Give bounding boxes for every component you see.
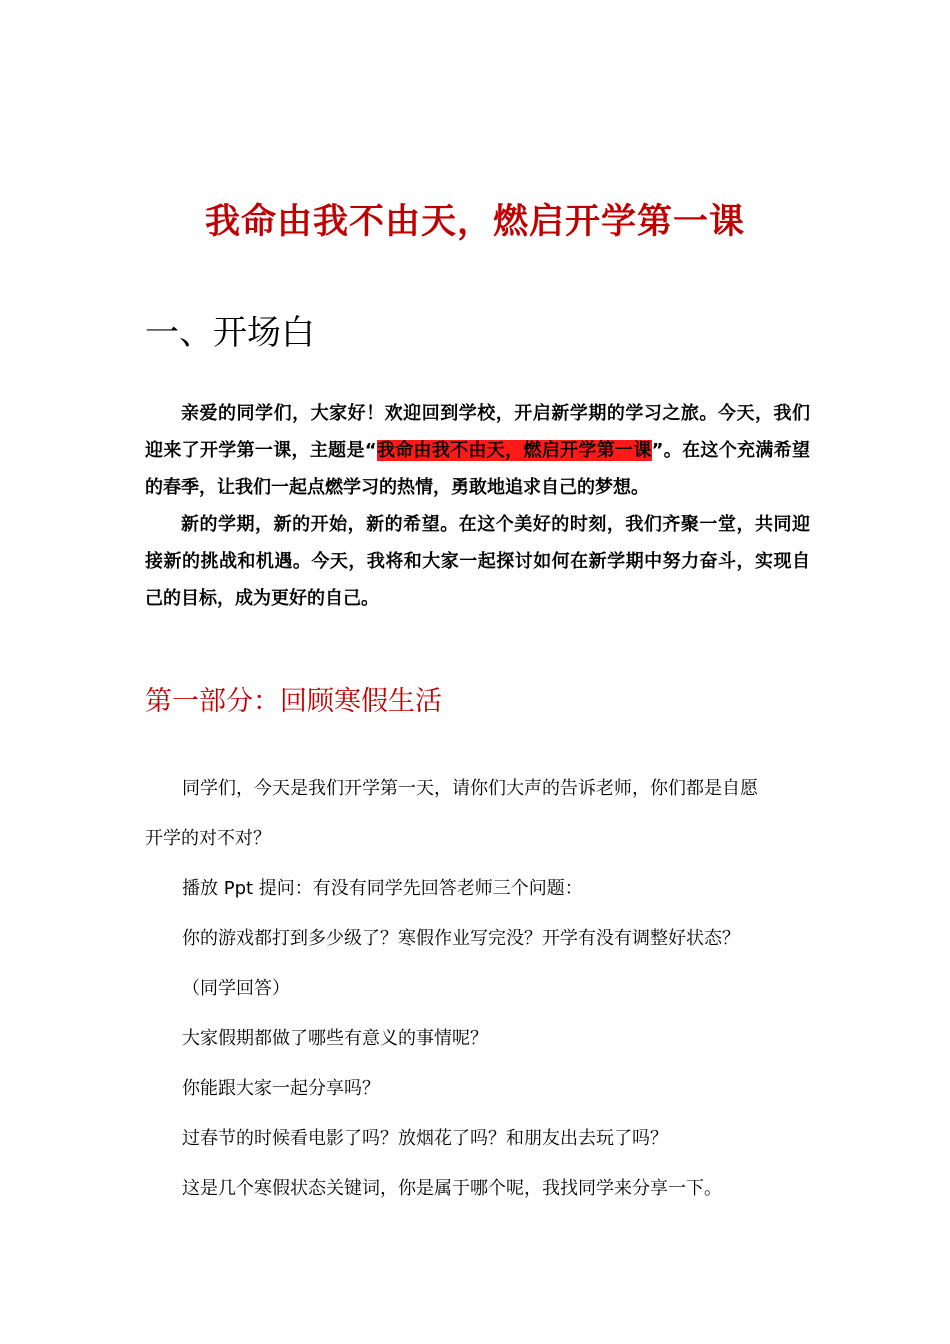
body-line: 播放 Ppt 提问：有没有同学先回答老师三个问题： [182,878,583,899]
part-heading-winter-break: 第一部分：回顾寒假生活 [145,686,442,717]
body-line: 你的游戏都打到多少级了？寒假作业写完没？开学有没有调整好状态？ [182,928,740,949]
opening-paragraph-2: 新的学期，新的开始，新的希望。在这个美好的时刻，我们齐聚一堂，共同迎接新的挑战和机遇。今天，我将和大家一起探讨如何在新学期中努力奋斗，实现自己的目标，成为更好的自己。 [145,514,810,609]
body-line: （同学回答） [182,978,290,999]
body-line: 你能跟大家一起分享吗？ [182,1078,380,1099]
body-line: 开学的对不对？ [145,828,271,849]
document-title: 我命由我不由天，燃启开学第一课 [204,202,745,242]
section-heading-opening: 一、开场白 [145,313,315,353]
body-line: 过春节的时候看电影了吗？放烟花了吗？和朋友出去玩了吗？ [182,1128,668,1149]
body-line: 这是几个寒假状态关键词，你是属于哪个呢，我找同学来分享一下。 [182,1178,722,1199]
part-one-body [145,770,815,1208]
body-line: 同学们，今天是我们开学第一天，请你们大声的告诉老师，你们都是自愿 [182,778,758,799]
body-line: 大家假期都做了哪些有意义的事情呢？ [182,1028,488,1049]
opening-paragraphs [145,395,810,617]
paragraph-text: ”。在这个充满希望的春季，让我们一起点燃学习的热情，勇敢地追求自己的梦想。 [145,440,810,498]
paragraph-text: 亲爱的同学们，大家好！欢迎回到学校，开启新学期的学习之旅。今天，我们迎来了开学第一课，主题是“ [145,403,810,461]
highlighted-theme: 我命由我不由天，燃启开学第一课 [376,440,652,461]
opening-paragraph-1 [145,395,810,506]
